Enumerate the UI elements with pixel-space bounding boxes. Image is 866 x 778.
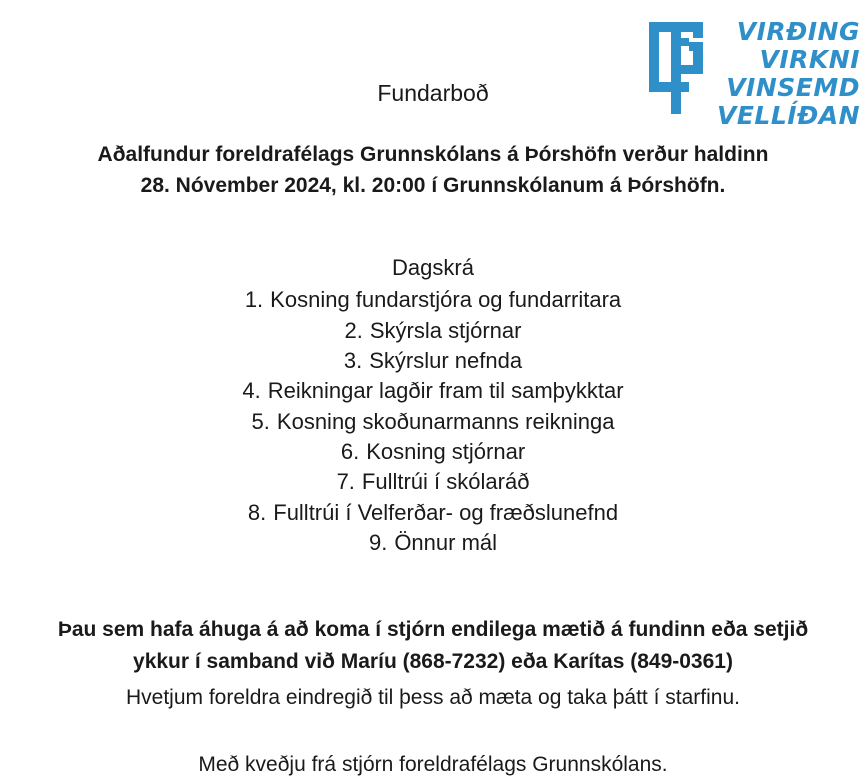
list-item (0, 376, 866, 406)
contact-paragraph (0, 558, 866, 677)
logo-tagline-line-4: VELLÍÐAN (717, 101, 860, 130)
list-item (0, 498, 866, 528)
logo-tagline-line-3: VINSEMD (726, 73, 860, 102)
list-item (0, 467, 866, 497)
document-title: Fundarboð (377, 80, 489, 106)
meeting-announcement (0, 108, 866, 201)
list-item (0, 528, 866, 558)
agenda-item-label: Reikningar lagðir fram til samþykktar (267, 378, 624, 404)
agenda-item-number: 1. (244, 287, 264, 313)
contact-line-1: Þau sem hafa áhuga á að koma í stjórn endilega mætið á fundinn eða setjið (57, 618, 809, 642)
agenda-item-label: Fulltrúi í skólaráð (361, 469, 530, 495)
agenda-item-label: Fulltrúi í Velferðar- og fræðslunefnd (273, 499, 619, 525)
contact-line-2: ykkur í samband við Maríu (868-7232) eða Karítas (849-0361) (133, 649, 733, 673)
agenda-item-number: 2. (344, 317, 363, 343)
agenda-item-number: 7. (336, 469, 355, 495)
announcement-line-1: Aðalfundur foreldrafélags Grunnskólans á Þórshöfn verður haldinn (97, 142, 769, 166)
agenda-item-number: 8. (247, 499, 267, 525)
signoff-text: Með kveðju frá stjórn foreldrafélags Grunnskólans. (198, 752, 668, 776)
agenda-item-label: Skýrsla stjórnar (369, 317, 522, 343)
agenda-item-number: 4. (242, 378, 261, 404)
encouragement-text: Hvetjum foreldra eindregið til þess að mæta og taka þátt í starfinu. (126, 686, 740, 710)
agenda-item-number: 5. (251, 408, 270, 434)
agenda-item-label: Kosning fundarstjóra og fundarritara (270, 287, 622, 313)
agenda-item-number: 3. (343, 347, 363, 373)
announcement-line-2: 28. Nóvember 2024, kl. 20:00 í Grunnskólanum á Þórshöfn. (140, 173, 726, 197)
agenda-item-label: Önnur mál (394, 530, 498, 556)
logo-tagline-line-2: VIRKNI (759, 45, 860, 74)
agenda-item-number: 9. (368, 530, 388, 556)
agenda-item-label: Skýrslur nefnda (369, 347, 523, 373)
list-item (0, 285, 866, 315)
list-item (0, 437, 866, 467)
agenda-list (0, 281, 866, 558)
list-item (0, 316, 866, 346)
agenda-heading: Dagskrá (392, 254, 474, 280)
agenda-item-label: Kosning skoðunarmanns reikninga (276, 408, 615, 434)
logo-tagline-line-1: VIRÐING (736, 17, 860, 46)
agenda-item-label: Kosning stjórnar (366, 438, 526, 464)
agenda-item-number: 6. (340, 438, 360, 464)
list-item (0, 407, 866, 437)
list-item (0, 346, 866, 376)
